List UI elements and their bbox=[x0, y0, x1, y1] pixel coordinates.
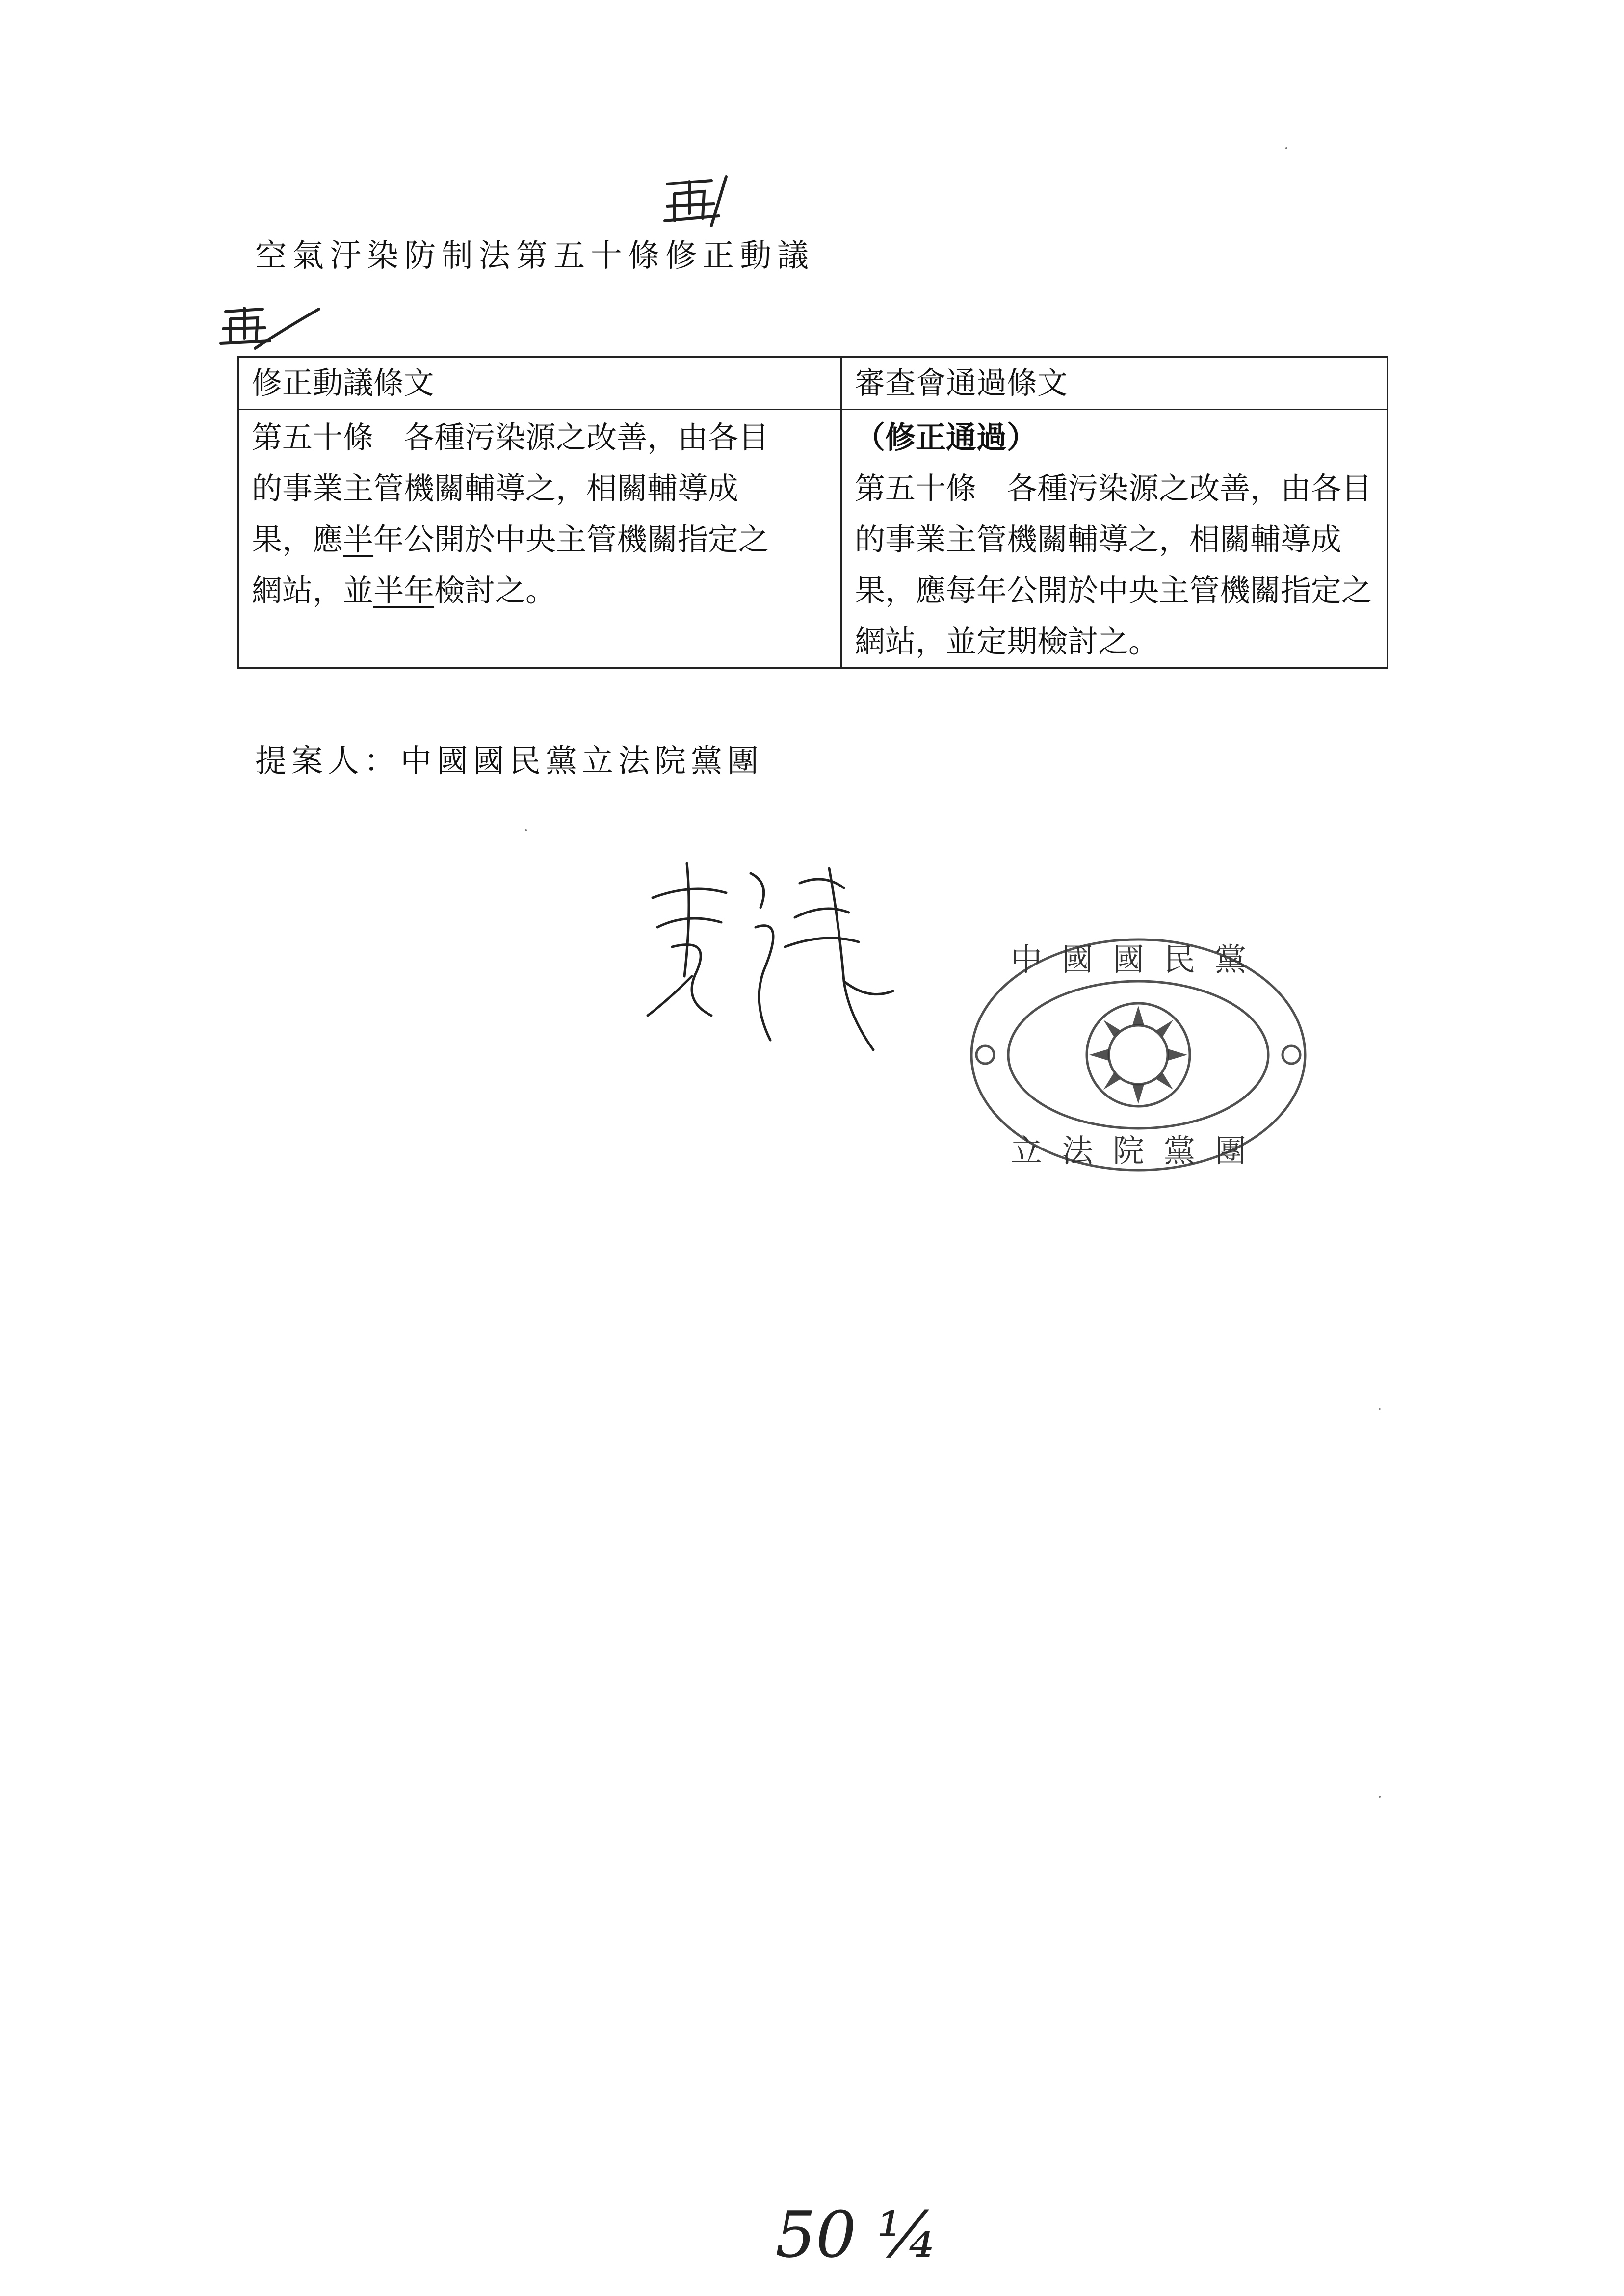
scan-speck bbox=[1379, 1408, 1381, 1410]
page-mark bbox=[765, 2198, 971, 2276]
motion-text-cell bbox=[238, 410, 841, 668]
committee-text-cell bbox=[841, 410, 1388, 668]
motion-line-3b: 年公開於中央主管機關指定之 bbox=[373, 522, 769, 557]
underline-half-year: 半年 bbox=[373, 573, 435, 608]
handwritten-insert-title bbox=[653, 167, 731, 240]
motion-line-4 bbox=[252, 565, 828, 616]
motion-line-4a: 網站，並 bbox=[252, 573, 374, 608]
seal-top-text: 中國國民黨 bbox=[1011, 942, 1266, 978]
underline-half: 半 bbox=[343, 522, 374, 557]
handwritten-insert-table bbox=[216, 299, 324, 358]
table-row bbox=[238, 410, 1388, 668]
header-motion: 修正動議條文 bbox=[238, 357, 841, 410]
scan-speck bbox=[1379, 1796, 1381, 1798]
committee-line-2: 的事業主管機關輔導之，相關輔導成 bbox=[855, 522, 1342, 557]
seal-sun-emblem bbox=[1089, 1006, 1187, 1104]
committee-line-3: 果，應每年公開於中央主管機關指定之 bbox=[855, 573, 1372, 608]
motion-line-3a: 果，應 bbox=[252, 522, 343, 557]
committee-line-1: 第五十條 各種污染源之改善，由各目 bbox=[855, 470, 1372, 506]
committee-status: （修正通過） bbox=[855, 419, 1038, 455]
seal-bottom-text: 立法院黨團 bbox=[1011, 1133, 1266, 1170]
page-mark-text: 50 ¼ bbox=[775, 2198, 939, 2272]
motion-line-4b: 檢討之。 bbox=[434, 573, 556, 608]
scan-speck bbox=[1285, 147, 1287, 149]
motion-line-3 bbox=[252, 514, 828, 565]
header-committee: 審查會通過條文 bbox=[841, 357, 1388, 410]
motion-line-1: 第五十條 各種污染源之改善，由各目 bbox=[252, 419, 769, 455]
document-title: 空氣汙染防制法第五十條修正動議 bbox=[255, 238, 814, 274]
caucus-seal bbox=[962, 927, 1315, 1182]
amendment-table bbox=[237, 356, 1388, 669]
proposer-line: 提案人：中國國民黨立法院黨團 bbox=[255, 743, 763, 780]
table-header-row bbox=[238, 357, 1388, 410]
signature bbox=[638, 854, 913, 1060]
scan-speck bbox=[525, 829, 527, 831]
committee-line-4: 網站，並定期檢討之。 bbox=[855, 624, 1159, 659]
motion-line-2: 的事業主管機關輔導之，相關輔導成 bbox=[252, 470, 739, 506]
